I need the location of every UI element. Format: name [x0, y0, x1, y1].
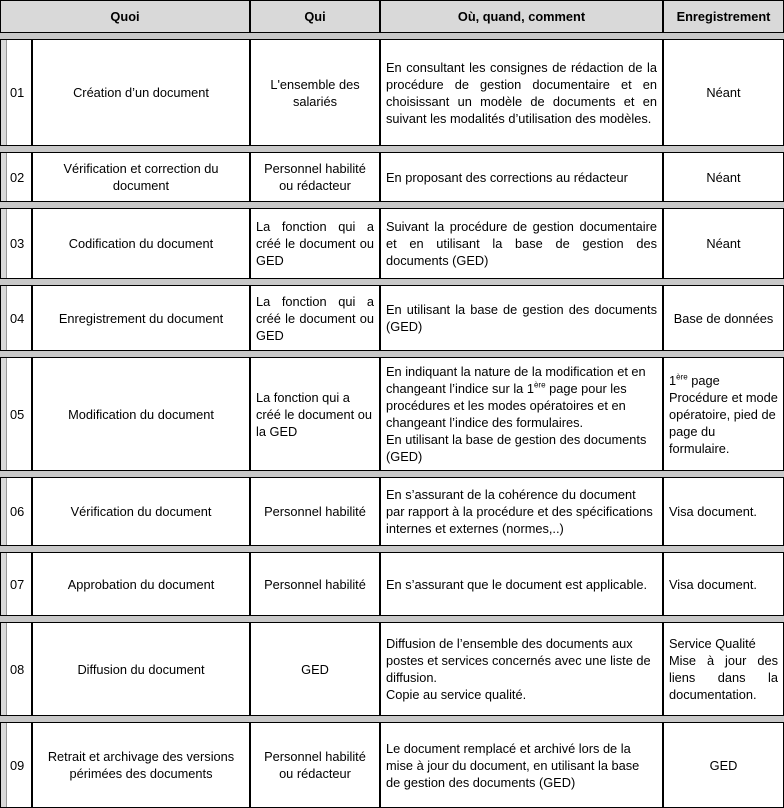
table-row — [0, 208, 784, 279]
row-qui: Personnel habilité ou rédacteur — [250, 722, 380, 808]
row-comment: En s’assurant de la cohérence du document par rapport à la procédure et des spécifications internes et externes (normes,..) — [380, 477, 663, 546]
table-row — [0, 39, 784, 146]
row-quoi: Retrait et archivage des versions périmées des documents — [32, 722, 250, 808]
row-qui: La fonction qui a créé le document ou GED — [250, 208, 380, 279]
table-row — [0, 722, 784, 808]
table-row — [0, 357, 784, 471]
header-quoi: Quoi — [0, 0, 250, 33]
row-comment: En proposant des corrections au rédacteur — [380, 152, 663, 202]
row-enregistrement: Base de données — [663, 285, 784, 351]
row-quoi: Modification du document — [32, 357, 250, 471]
row-qui: Personnel habilité — [250, 552, 380, 616]
header-qui: Qui — [250, 0, 380, 33]
row-quoi: Enregistrement du document — [32, 285, 250, 351]
row-number: 02 — [0, 152, 32, 202]
row-qui: La fonction qui a créé le document ou GED — [250, 285, 380, 351]
row-comment: Diffusion de l’ensemble des documents aux postes et services concernés avec une liste de diffusion. Copie au service qualité. — [380, 622, 663, 716]
header-ou-quand-comment: Où, quand, comment — [380, 0, 663, 33]
row-enregistrement: Visa document. — [663, 552, 784, 616]
table-row — [0, 552, 784, 616]
row-enregistrement: Néant — [663, 152, 784, 202]
row-number: 06 — [0, 477, 32, 546]
row-quoi: Vérification et correction du document — [32, 152, 250, 202]
row-qui: La fonction qui a créé le document ou la GED — [250, 357, 380, 471]
row-enregistrement: GED — [663, 722, 784, 808]
row-comment: Le document remplacé et archivé lors de la mise à jour du document, en utilisant la base de gestion des documents (GED) — [380, 722, 663, 808]
row-qui: Personnel habilité ou rédacteur — [250, 152, 380, 202]
row-number: 09 — [0, 722, 32, 808]
row-quoi: Vérification du document — [32, 477, 250, 546]
row-comment: En utilisant la base de gestion des documents (GED) — [380, 285, 663, 351]
row-comment: En consultant les consignes de rédaction de la procédure de gestion documentaire et en choisissant un modèle de documents et en suivant les modalités d’utilisation des modèles. — [380, 39, 663, 146]
row-quoi: Codification du document — [32, 208, 250, 279]
row-enregistrement: Néant — [663, 39, 784, 146]
row-number: 08 — [0, 622, 32, 716]
table-row — [0, 152, 784, 202]
row-comment: En s’assurant que le document est applicable. — [380, 552, 663, 616]
row-qui: Personnel habilité — [250, 477, 380, 546]
table-row — [0, 477, 784, 546]
table-row — [0, 622, 784, 716]
row-number: 05 — [0, 357, 32, 471]
row-enregistrement: 1ère page Procédure et mode opératoire, pied de page du formulaire. — [663, 357, 784, 471]
row-enregistrement: Service Qualité Mise à jour des liens dans la documentation. — [663, 622, 784, 716]
table-header — [0, 0, 784, 33]
row-number: 01 — [0, 39, 32, 146]
row-quoi: Création d’un document — [32, 39, 250, 146]
row-number: 03 — [0, 208, 32, 279]
row-number: 04 — [0, 285, 32, 351]
row-qui: L'ensemble des salariés — [250, 39, 380, 146]
table-row — [0, 285, 784, 351]
row-comment: Suivant la procédure de gestion documentaire et en utilisant la base de gestion des documents (GED) — [380, 208, 663, 279]
row-comment: En indiquant la nature de la modification et en changeant l’indice sur la 1ère page pour les procédures et les modes opératoires et en changeant l’indice des formulaires. En utilisant la base de gestion des documents (GED) — [380, 357, 663, 471]
header-enregistrement: Enregistrement — [663, 0, 784, 33]
row-quoi: Approbation du document — [32, 552, 250, 616]
row-enregistrement: Néant — [663, 208, 784, 279]
row-quoi: Diffusion du document — [32, 622, 250, 716]
row-number: 07 — [0, 552, 32, 616]
row-qui: GED — [250, 622, 380, 716]
row-enregistrement: Visa document. — [663, 477, 784, 546]
